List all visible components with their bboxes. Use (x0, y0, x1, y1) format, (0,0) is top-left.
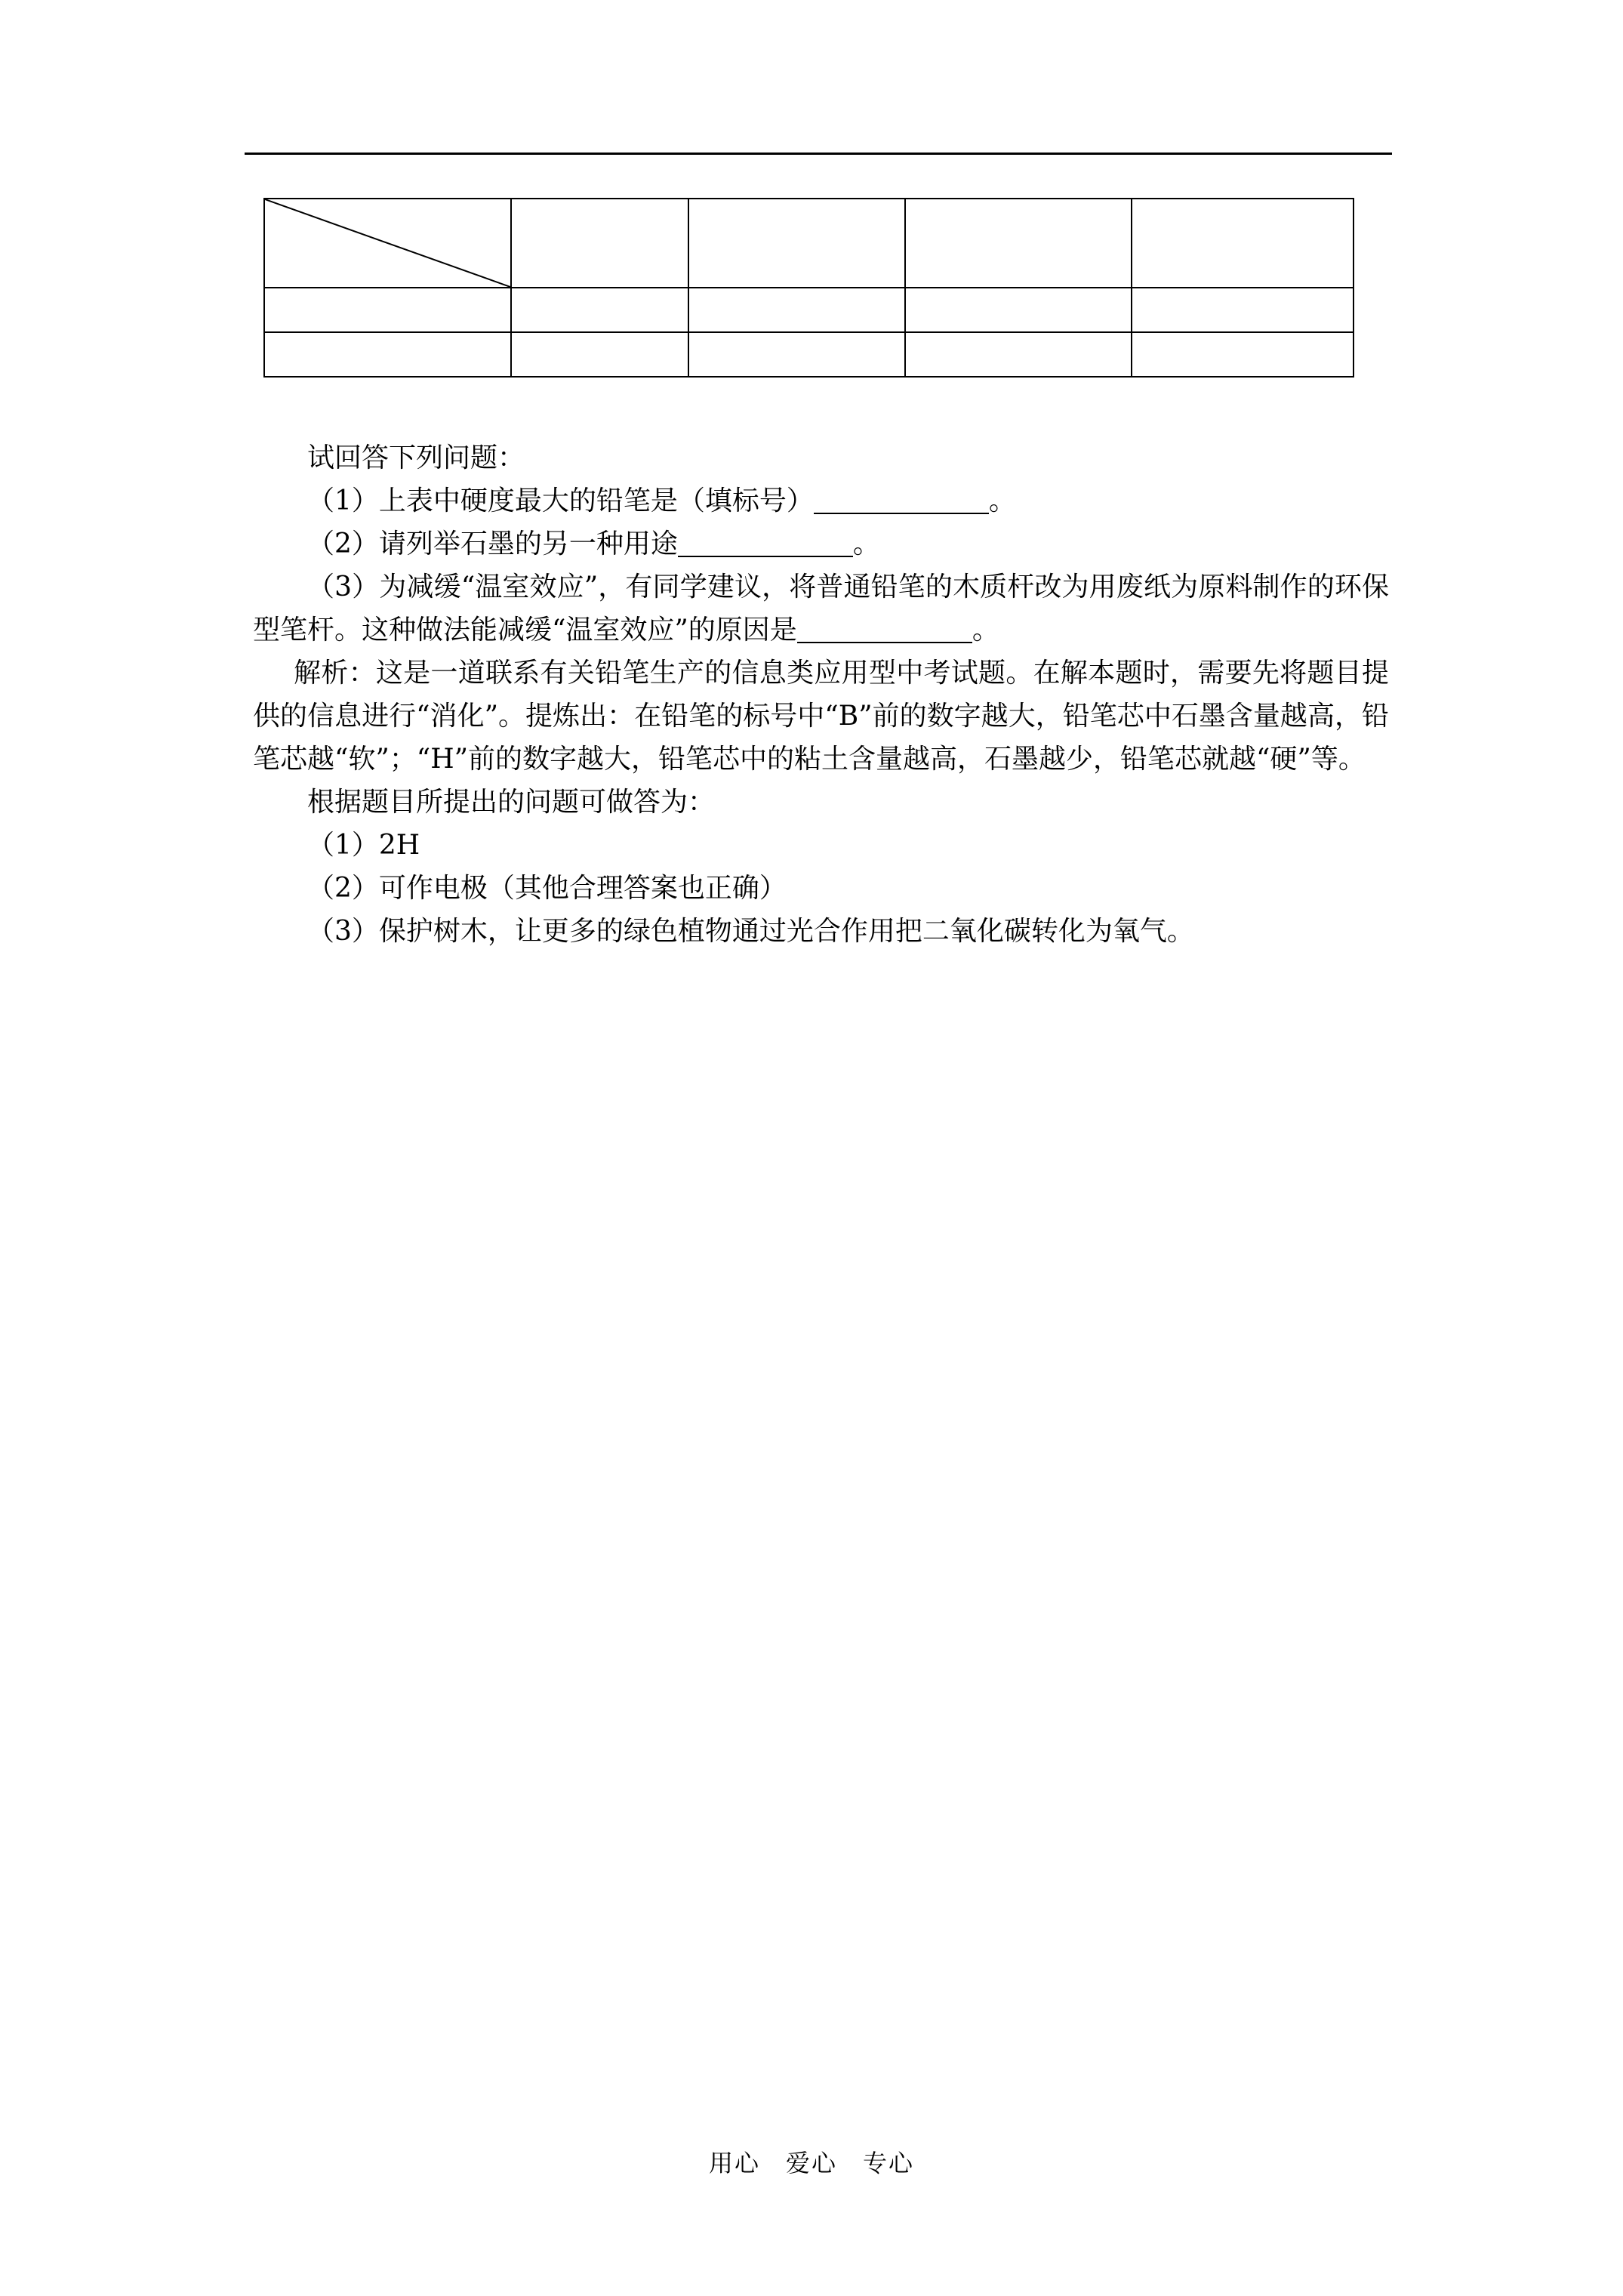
table-row (264, 288, 1354, 332)
table-header-row (264, 199, 1354, 288)
answers-intro: 根据题目所提出的问题可做答为： (307, 787, 716, 818)
answer-2: （2）可作电极（其他合理答案也正确） (307, 873, 787, 904)
diagonal-line (265, 199, 510, 287)
question-3-end: 。 (972, 615, 999, 646)
question-1-end: 。 (988, 485, 1016, 516)
answer-blank-1 (814, 482, 989, 514)
page-footer: 用心 爱心 专心 (708, 2149, 914, 2177)
question-1 (253, 479, 1389, 522)
table-cell (264, 288, 511, 332)
answer-1: （1）2H (307, 830, 420, 861)
answer-blank-2 (678, 525, 853, 557)
table-cell (905, 288, 1132, 332)
table-cell (688, 288, 905, 332)
answer-3: （3）保护树木，让更多的绿色植物通过光合作用把二氧化碳转化为氧气。 (307, 916, 1194, 947)
table-row (264, 332, 1354, 377)
question-1-text: （1）上表中硬度最大的铅笔是（填标号） (307, 485, 814, 516)
question-2-text: （2）请列举石墨的另一种用途 (307, 529, 678, 559)
header-rule (245, 153, 1392, 155)
table-cell (511, 332, 688, 377)
table-cell (688, 332, 905, 377)
analysis-paragraph: 解析：这是一道联系有关铅笔生产的信息类应用型中考试题。在解本题时，需要先将题目提供的信息进行“消化”。提炼出：在铅笔的标号中“B”前的数字越大，铅笔芯中石墨含量越高，铅笔芯越“软”；“H”前的数字越大，铅笔芯中的粘土含量越高，石墨越少，铅笔芯就越“硬”等。 (253, 658, 1389, 775)
table-header-cell (905, 199, 1132, 288)
table-cell (1132, 288, 1354, 332)
table-cell (905, 332, 1132, 377)
question-2-end: 。 (852, 529, 880, 559)
table-cell (264, 332, 511, 377)
table-diagonal-header-cell (264, 199, 511, 288)
questions-intro: 试回答下列问题： (307, 442, 525, 473)
pencil-table (263, 198, 1354, 378)
question-3-text: （3）为减缓“温室效应”，有同学建议，将普通铅笔的木质杆改为用废纸为原料制作的环保型笔杆。这种做法能减缓“温室效应”的原因是 (253, 572, 1389, 646)
question-3 (253, 566, 1389, 652)
answer-blank-3 (797, 612, 972, 643)
document-body (253, 436, 1389, 953)
table-cell (511, 288, 688, 332)
table-header-cell (688, 199, 905, 288)
table-header-cell (1132, 199, 1354, 288)
table-header-cell (511, 199, 688, 288)
table-cell (1132, 332, 1354, 377)
question-2 (253, 522, 1389, 566)
